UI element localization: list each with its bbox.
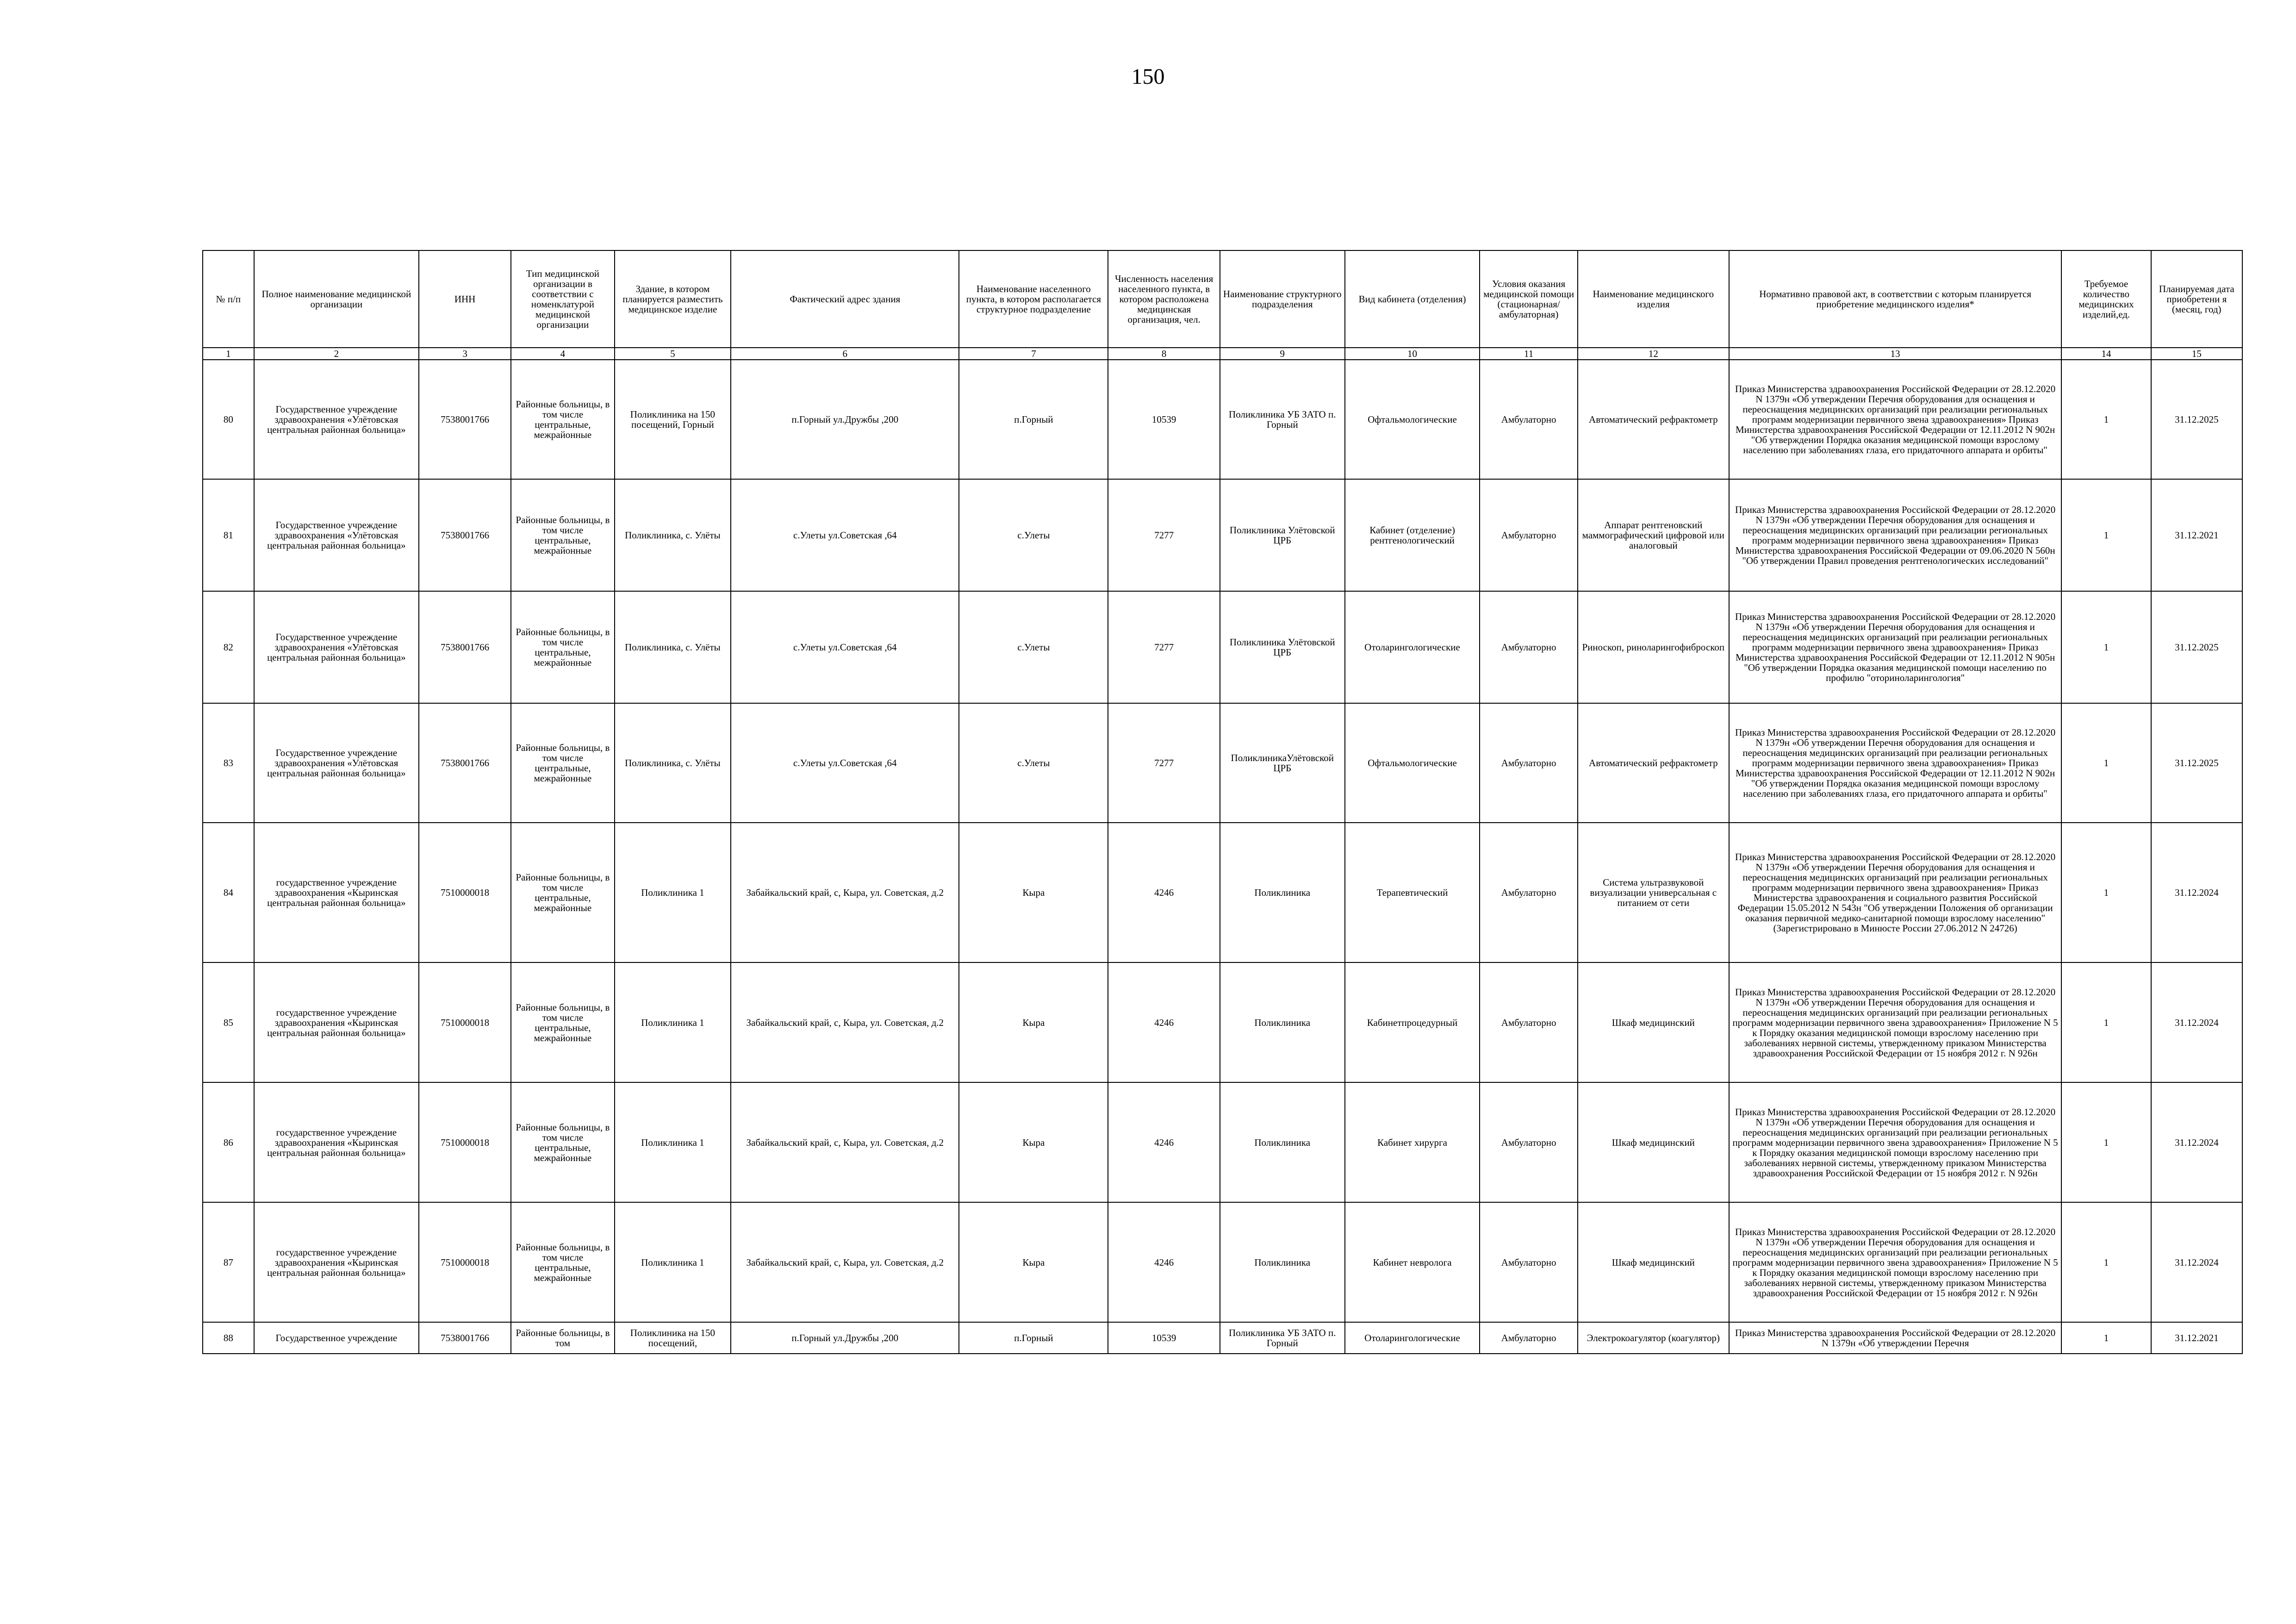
cell-qty: 1 — [2061, 1082, 2151, 1202]
cell-building: Поликлиника на 150 посещений, — [615, 1322, 731, 1354]
cell-locality: с.Улеты — [959, 591, 1108, 703]
cell-unit: Поликлиника — [1220, 1082, 1345, 1202]
cell-device: Шкаф медицинский — [1578, 1082, 1729, 1202]
cell-unit: Поликлиника — [1220, 823, 1345, 962]
cell-room: Офтальмологические — [1345, 360, 1480, 479]
cell-qty: 1 — [2061, 703, 2151, 823]
cell-building: Поликлиника 1 — [615, 1202, 731, 1322]
cell-num: 80 — [203, 360, 254, 479]
cell-unit: Поликлиника Улётовской ЦРБ — [1220, 591, 1345, 703]
column-number: 3 — [419, 348, 511, 360]
cell-device: Шкаф медицинский — [1578, 962, 1729, 1082]
cell-address: Забайкальский край, с, Кыра, ул. Советская, д.2 — [731, 823, 959, 962]
cell-num: 82 — [203, 591, 254, 703]
cell-org: Государственное учреждение — [254, 1322, 419, 1354]
cell-building: Поликлиника, с. Улёты — [615, 479, 731, 591]
header-cell-type: Тип медицинской организации в соответствии с номенклатурой медицинской организации — [511, 250, 614, 348]
cell-device: Аппарат рентгеновский маммографический цифровой или аналоговый — [1578, 479, 1729, 591]
cell-org: государственное учреждение здравоохранения «Кыринская центральная районная больница» — [254, 823, 419, 962]
column-number: 8 — [1108, 348, 1220, 360]
cell-conditions: Амбулаторно — [1480, 1082, 1577, 1202]
cell-conditions: Амбулаторно — [1480, 823, 1577, 962]
cell-date: 31.12.2024 — [2151, 823, 2242, 962]
cell-num: 88 — [203, 1322, 254, 1354]
cell-act: Приказ Министерства здравоохранения Российской Федерации от 28.12.2020 N 1379н «Об утверждении Перечня оборудования для оснащения и переоснащения медицинских организаций при реализации региональных программ модернизации первичного звена здравоохранения» Приказ Министерства здравоохранения Российской Федерации от 12.11.2012 N 902н "Об утверждении Порядка оказания медицинской помощи взрослому населению при заболеваниях глаза, его придаточного аппарата и орбиты" — [1729, 703, 2062, 823]
column-number: 12 — [1578, 348, 1729, 360]
cell-act: Приказ Министерства здравоохранения Российской Федерации от 28.12.2020 N 1379н «Об утверждении Перечня оборудования для оснащения и переоснащения медицинских организаций при реализации региональных программ модернизации первичного звена здравоохранения» Приложение N 5 к Порядку оказания медицинской помощи взрослому населению при заболеваниях нервной системы, утвержденному приказом Министерства здравоохранения Российской Федерации от 15 ноября 2012 г. N 926н — [1729, 1202, 2062, 1322]
table-header-row — [203, 250, 2242, 348]
cell-act: Приказ Министерства здравоохранения Российской Федерации от 28.12.2020 N 1379н «Об утверждении Перечня оборудования для оснащения и переоснащения медицинских организаций при реализации региональных программ модернизации первичного звена здравоохранения» Приложение N 5 к Порядку оказания медицинской помощи взрослому населению при заболеваниях нервной системы, утвержденному приказом Министерства здравоохранения Российской Федерации от 15 ноября 2012 г. N 926н — [1729, 962, 2062, 1082]
header-cell-inn: ИНН — [419, 250, 511, 348]
cell-type: Районные больницы, в том числе центральные, межрайонные — [511, 360, 614, 479]
cell-act: Приказ Министерства здравоохранения Российской Федерации от 28.12.2020 N 1379н «Об утверждении Перечня оборудования для оснащения и переоснащения медицинских организаций при реализации региональных программ модернизации первичного звена здравоохранения» Приказ Министерства здравоохранения Российской Федерации от 09.06.2020 N 560н "Об утверждении Правил проведения рентгенологических исследований" — [1729, 479, 2062, 591]
cell-room: Кабинет невролога — [1345, 1202, 1480, 1322]
cell-inn: 7538001766 — [419, 360, 511, 479]
cell-building: Поликлиника, с. Улёты — [615, 591, 731, 703]
cell-num: 81 — [203, 479, 254, 591]
cell-qty: 1 — [2061, 962, 2151, 1082]
cell-type: Районные больницы, в том числе центральные, межрайонные — [511, 823, 614, 962]
cell-address: Забайкальский край, с, Кыра, ул. Советская, д.2 — [731, 962, 959, 1082]
cell-num: 86 — [203, 1082, 254, 1202]
cell-conditions: Амбулаторно — [1480, 962, 1577, 1082]
cell-locality: п.Горный — [959, 360, 1108, 479]
cell-unit: Поликлиника — [1220, 1202, 1345, 1322]
cell-unit: Поликлиника УБ ЗАТО п. Горный — [1220, 360, 1345, 479]
cell-room: Отоларингологические — [1345, 1322, 1480, 1354]
cell-act: Приказ Министерства здравоохранения Российской Федерации от 28.12.2020 N 1379н «Об утверждении Перечня оборудования для оснащения и переоснащения медицинских организаций при реализации региональных программ модернизации первичного звена здравоохранения» Приказ Министерства здравоохранения и социального развития Российской Федерации 15.05.2012 N 543н "Об утверждении Положения об организации оказания первичной медико-санитарной помощи взрослому населению"(Зарегистрировано в Минюсте России 27.06.2012 N 24726) — [1729, 823, 2062, 962]
cell-qty: 1 — [2061, 591, 2151, 703]
cell-inn: 7538001766 — [419, 479, 511, 591]
cell-address: п.Горный ул.Дружбы ,200 — [731, 1322, 959, 1354]
cell-locality: Кыра — [959, 823, 1108, 962]
cell-address: п.Горный ул.Дружбы ,200 — [731, 360, 959, 479]
cell-device: Автоматический рефрактометр — [1578, 703, 1729, 823]
cell-address: Забайкальский край, с, Кыра, ул. Советская, д.2 — [731, 1202, 959, 1322]
table-row — [203, 962, 2242, 1082]
cell-org: Государственное учреждение здравоохранения «Улётовская центральная районная больница» — [254, 591, 419, 703]
table-row — [203, 703, 2242, 823]
cell-date: 31.12.2021 — [2151, 1322, 2242, 1354]
cell-address: с.Улеты ул.Советская ,64 — [731, 479, 959, 591]
column-number: 10 — [1345, 348, 1480, 360]
header-cell-address: Фактический адрес здания — [731, 250, 959, 348]
cell-org: Государственное учреждение здравоохранения «Улётовская центральная районная больница» — [254, 360, 419, 479]
header-cell-population: Численность населения населенного пункта, в котором расположена медицинская организация, чел. — [1108, 250, 1220, 348]
cell-num: 84 — [203, 823, 254, 962]
cell-act: Приказ Министерства здравоохранения Российской Федерации от 28.12.2020 N 1379н «Об утверждении Перечня — [1729, 1322, 2062, 1354]
header-cell-unit: Наименование структурного подразделения — [1220, 250, 1345, 348]
cell-date: 31.12.2024 — [2151, 962, 2242, 1082]
cell-qty: 1 — [2061, 823, 2151, 962]
cell-act: Приказ Министерства здравоохранения Российской Федерации от 28.12.2020 N 1379н «Об утверждении Перечня оборудования для оснащения и переоснащения медицинских организаций при реализации региональных программ модернизации первичного звена здравоохранения» Приложение N 5 к Порядку оказания медицинской помощи взрослому населению при заболеваниях нервной системы, утвержденному приказом Министерства здравоохранения Российской Федерации от 15 ноября 2012 г. N 926н — [1729, 1082, 2062, 1202]
cell-population: 4246 — [1108, 823, 1220, 962]
cell-device: Автоматический рефрактометр — [1578, 360, 1729, 479]
column-number: 4 — [511, 348, 614, 360]
cell-conditions: Амбулаторно — [1480, 591, 1577, 703]
cell-room: Терапевтический — [1345, 823, 1480, 962]
cell-device: Риноскоп, риноларингофиброскоп — [1578, 591, 1729, 703]
cell-building: Поликлиника, с. Улёты — [615, 703, 731, 823]
cell-unit: Поликлиника Улётовской ЦРБ — [1220, 479, 1345, 591]
cell-num: 85 — [203, 962, 254, 1082]
cell-act: Приказ Министерства здравоохранения Российской Федерации от 28.12.2020 N 1379н «Об утверждении Перечня оборудования для оснащения и переоснащения медицинских организаций при реализации региональных программ модернизации первичного звена здравоохранения» Приказ Министерства здравоохранения Российской Федерации от 12.11.2012 N 902н "Об утверждении Порядка оказания медицинской помощи взрослому населению при заболеваниях глаза, его придаточного аппарата и орбиты" — [1729, 360, 2062, 479]
cell-address: с.Улеты ул.Советская ,64 — [731, 591, 959, 703]
cell-room: Кабинетпроцедурный — [1345, 962, 1480, 1082]
cell-type: Районные больницы, в том числе центральные, межрайонные — [511, 962, 614, 1082]
cell-qty: 1 — [2061, 479, 2151, 591]
cell-population: 7277 — [1108, 591, 1220, 703]
cell-population: 10539 — [1108, 1322, 1220, 1354]
cell-unit: Поликлиника — [1220, 962, 1345, 1082]
table-row — [203, 1202, 2242, 1322]
cell-locality: с.Улеты — [959, 479, 1108, 591]
cell-date: 31.12.2025 — [2151, 360, 2242, 479]
column-number: 7 — [959, 348, 1108, 360]
header-cell-num: № п/п — [203, 250, 254, 348]
cell-device: Электрокоагулятор (коагулятор) — [1578, 1322, 1729, 1354]
column-number: 2 — [254, 348, 419, 360]
cell-inn: 7510000018 — [419, 1082, 511, 1202]
cell-device: Система ультразвуковой визуализации универсальная с питанием от сети — [1578, 823, 1729, 962]
cell-inn: 7510000018 — [419, 823, 511, 962]
header-cell-date: Планируемая дата приобретени я (месяц, год) — [2151, 250, 2242, 348]
cell-conditions: Амбулаторно — [1480, 360, 1577, 479]
column-number: 14 — [2061, 348, 2151, 360]
column-number-row — [203, 348, 2242, 360]
cell-date: 31.12.2024 — [2151, 1202, 2242, 1322]
cell-conditions: Амбулаторно — [1480, 703, 1577, 823]
cell-unit: Поликлиника УБ ЗАТО п. Горный — [1220, 1322, 1345, 1354]
cell-type: Районные больницы, в том числе центральные, межрайонные — [511, 479, 614, 591]
cell-qty: 1 — [2061, 360, 2151, 479]
cell-type: Районные больницы, в том числе центральные, межрайонные — [511, 703, 614, 823]
column-number: 9 — [1220, 348, 1345, 360]
cell-population: 10539 — [1108, 360, 1220, 479]
cell-org: Государственное учреждение здравоохранения «Улётовская центральная районная больница» — [254, 703, 419, 823]
column-number: 1 — [203, 348, 254, 360]
column-number: 13 — [1729, 348, 2062, 360]
cell-date: 31.12.2025 — [2151, 703, 2242, 823]
cell-type: Районные больницы, в том числе центральные, межрайонные — [511, 1202, 614, 1322]
cell-type: Районные больницы, в том числе центральные, межрайонные — [511, 1082, 614, 1202]
cell-locality: с.Улеты — [959, 703, 1108, 823]
cell-locality: Кыра — [959, 1082, 1108, 1202]
cell-qty: 1 — [2061, 1322, 2151, 1354]
table-row — [203, 1322, 2242, 1354]
cell-inn: 7510000018 — [419, 962, 511, 1082]
cell-room: Кабинет хирурга — [1345, 1082, 1480, 1202]
cell-inn: 7510000018 — [419, 1202, 511, 1322]
cell-org: государственное учреждение здравоохранения «Кыринская центральная районная больница» — [254, 1202, 419, 1322]
table-row — [203, 479, 2242, 591]
cell-inn: 7538001766 — [419, 1322, 511, 1354]
cell-building: Поликлиника на 150 посещений, Горный — [615, 360, 731, 479]
cell-act: Приказ Министерства здравоохранения Российской Федерации от 28.12.2020 N 1379н «Об утверждении Перечня оборудования для оснащения и переоснащения медицинских организаций при реализации региональных программ модернизации первичного звена здравоохранения» Приказ Министерства здравоохранения Российской Федерации от 12.11.2012 N 905н "Об утверждении Порядка оказания медицинской помощи населению по профилю "оториноларингология" — [1729, 591, 2062, 703]
header-cell-building: Здание, в котором планируется разместить медицинское изделие — [615, 250, 731, 348]
cell-unit: ПоликлиникаУлётовской ЦРБ — [1220, 703, 1345, 823]
header-cell-qty: Требуемое количество медицинских изделий,ед. — [2061, 250, 2151, 348]
header-cell-room: Вид кабинета (отделения) — [1345, 250, 1480, 348]
cell-qty: 1 — [2061, 1202, 2151, 1322]
cell-inn: 7538001766 — [419, 591, 511, 703]
cell-locality: Кыра — [959, 962, 1108, 1082]
cell-conditions: Амбулаторно — [1480, 479, 1577, 591]
table-row — [203, 823, 2242, 962]
cell-population: 7277 — [1108, 703, 1220, 823]
cell-org: государственное учреждение здравоохранения «Кыринская центральная районная больница» — [254, 962, 419, 1082]
cell-type: Районные больницы, в том числе центральные, межрайонные — [511, 591, 614, 703]
page-number: 150 — [1131, 64, 1165, 89]
table-row — [203, 591, 2242, 703]
cell-address: с.Улеты ул.Советская ,64 — [731, 703, 959, 823]
header-cell-act: Нормативно правовой акт, в соответствии с которым планируется приобретение медицинского изделия* — [1729, 250, 2062, 348]
equipment-table — [202, 250, 2243, 1354]
cell-population: 4246 — [1108, 1202, 1220, 1322]
header-cell-org: Полное наименование медицинской организации — [254, 250, 419, 348]
cell-room: Кабинет (отделение) рентгенологический — [1345, 479, 1480, 591]
header-cell-locality: Наименование населенного пункта, в котором располагается структурное подразделение — [959, 250, 1108, 348]
cell-room: Офтальмологические — [1345, 703, 1480, 823]
header-cell-device: Наименование медицинского изделия — [1578, 250, 1729, 348]
cell-population: 4246 — [1108, 962, 1220, 1082]
column-number: 5 — [615, 348, 731, 360]
cell-room: Отоларингологические — [1345, 591, 1480, 703]
column-number: 6 — [731, 348, 959, 360]
table-row — [203, 360, 2242, 479]
cell-locality: п.Горный — [959, 1322, 1108, 1354]
cell-type: Районные больницы, в том — [511, 1322, 614, 1354]
cell-org: Государственное учреждение здравоохранения «Улётовская центральная районная больница» — [254, 479, 419, 591]
cell-org: государственное учреждение здравоохранения «Кыринская центральная районная больница» — [254, 1082, 419, 1202]
cell-num: 87 — [203, 1202, 254, 1322]
cell-building: Поликлиника 1 — [615, 823, 731, 962]
column-number: 15 — [2151, 348, 2242, 360]
cell-date: 31.12.2025 — [2151, 591, 2242, 703]
column-number: 11 — [1480, 348, 1577, 360]
cell-building: Поликлиника 1 — [615, 962, 731, 1082]
cell-conditions: Амбулаторно — [1480, 1202, 1577, 1322]
cell-population: 4246 — [1108, 1082, 1220, 1202]
header-cell-conditions: Условия оказания медицинской помощи (стационарная/ амбулаторная) — [1480, 250, 1577, 348]
cell-inn: 7538001766 — [419, 703, 511, 823]
table-row — [203, 1082, 2242, 1202]
cell-population: 7277 — [1108, 479, 1220, 591]
cell-conditions: Амбулаторно — [1480, 1322, 1577, 1354]
cell-device: Шкаф медицинский — [1578, 1202, 1729, 1322]
cell-date: 31.12.2024 — [2151, 1082, 2242, 1202]
cell-locality: Кыра — [959, 1202, 1108, 1322]
cell-date: 31.12.2021 — [2151, 479, 2242, 591]
cell-building: Поликлиника 1 — [615, 1082, 731, 1202]
cell-address: Забайкальский край, с, Кыра, ул. Советская, д.2 — [731, 1082, 959, 1202]
cell-num: 83 — [203, 703, 254, 823]
